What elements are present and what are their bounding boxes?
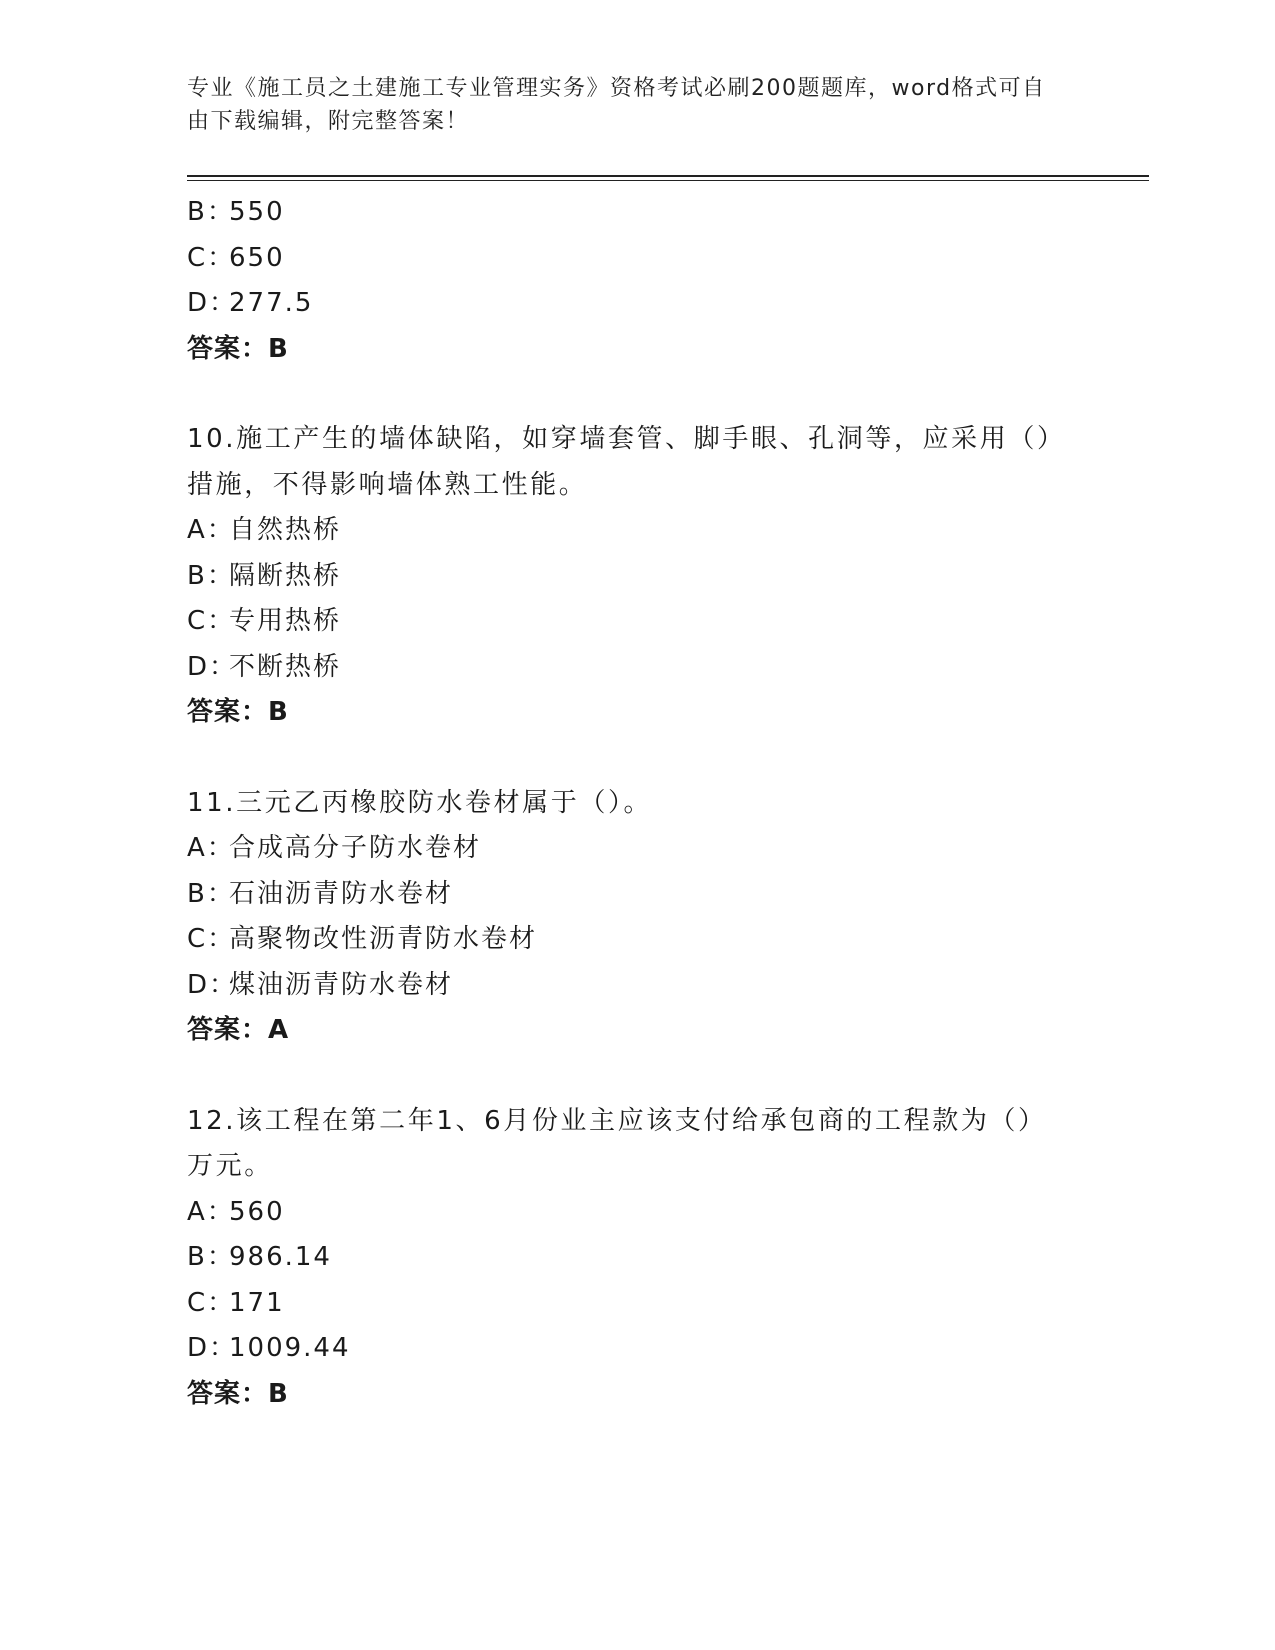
option-text: 560 <box>229 1196 285 1227</box>
option-key: D： <box>187 288 238 318</box>
question-9-tail <box>187 190 1067 372</box>
option-c <box>187 599 1067 645</box>
option-b <box>187 554 1067 600</box>
option-a <box>187 1190 1067 1236</box>
option-text: 171 <box>229 1287 285 1318</box>
option-key: D： <box>187 651 238 682</box>
option-b <box>187 190 1067 236</box>
option-key: B： <box>187 197 235 227</box>
option-key: A： <box>187 1196 235 1227</box>
option-key: C： <box>187 606 236 636</box>
option-text: 合成高分子防水卷材 <box>229 833 482 863</box>
header-rule-thin <box>187 180 1149 181</box>
option-key: A： <box>187 515 235 545</box>
answer-line: 答案：B <box>187 333 289 364</box>
question-stem: 12.该工程在第二年1、6月份业主应该支付给承包商的工程款为（）万元。 <box>187 1105 1047 1181</box>
option-text: 专用热桥 <box>229 606 342 636</box>
header-rule-thick <box>187 175 1149 177</box>
option-d <box>187 963 1067 1009</box>
option-a <box>187 508 1067 554</box>
question-10 <box>187 417 1067 736</box>
option-c <box>187 917 1067 963</box>
option-text: 986.14 <box>229 1242 332 1272</box>
option-key: B： <box>187 878 235 909</box>
answer-line: 答案：A <box>187 1015 290 1045</box>
page-header: 专业《施工员之土建施工专业管理实务》资格考试必刷200题题库，word格式可自由下载编辑，附完整答案！ <box>187 76 1046 134</box>
option-key: B： <box>187 1242 235 1272</box>
option-text: 隔断热桥 <box>229 560 342 591</box>
option-d <box>187 281 1067 327</box>
option-c <box>187 236 1067 282</box>
option-text: 煤油沥青防水卷材 <box>229 969 454 1000</box>
option-key: D： <box>187 1333 238 1363</box>
option-key: C： <box>187 242 236 273</box>
option-c <box>187 1281 1067 1327</box>
answer-line: 答案：B <box>187 697 289 727</box>
question-12 <box>187 1099 1067 1418</box>
option-a <box>187 826 1067 872</box>
question-stem: 10.施工产生的墙体缺陷，如穿墙套管、脚手眼、孔洞等，应采用（）措施，不得影响墙体熟工性能。 <box>187 424 1066 500</box>
option-key: C： <box>187 1287 236 1318</box>
option-d <box>187 1326 1067 1372</box>
option-text: 自然热桥 <box>229 515 342 545</box>
question-stem: 11.三元乙丙橡胶防水卷材属于（）。 <box>187 787 653 818</box>
option-text: 650 <box>229 242 285 273</box>
option-text: 不断热桥 <box>229 651 342 682</box>
question-11 <box>187 781 1067 1054</box>
option-key: C： <box>187 924 236 954</box>
answer-line: 答案：B <box>187 1378 289 1409</box>
question-list <box>187 190 1067 1417</box>
option-key: A： <box>187 833 235 863</box>
option-text: 高聚物改性沥青防水卷材 <box>229 924 538 954</box>
option-text: 277.5 <box>229 288 314 318</box>
option-text: 1009.44 <box>229 1333 351 1363</box>
option-b <box>187 872 1067 918</box>
option-text: 石油沥青防水卷材 <box>229 878 454 909</box>
option-d <box>187 645 1067 691</box>
option-b <box>187 1235 1067 1281</box>
option-text: 550 <box>229 197 285 227</box>
option-key: D： <box>187 969 238 1000</box>
option-key: B： <box>187 560 235 591</box>
